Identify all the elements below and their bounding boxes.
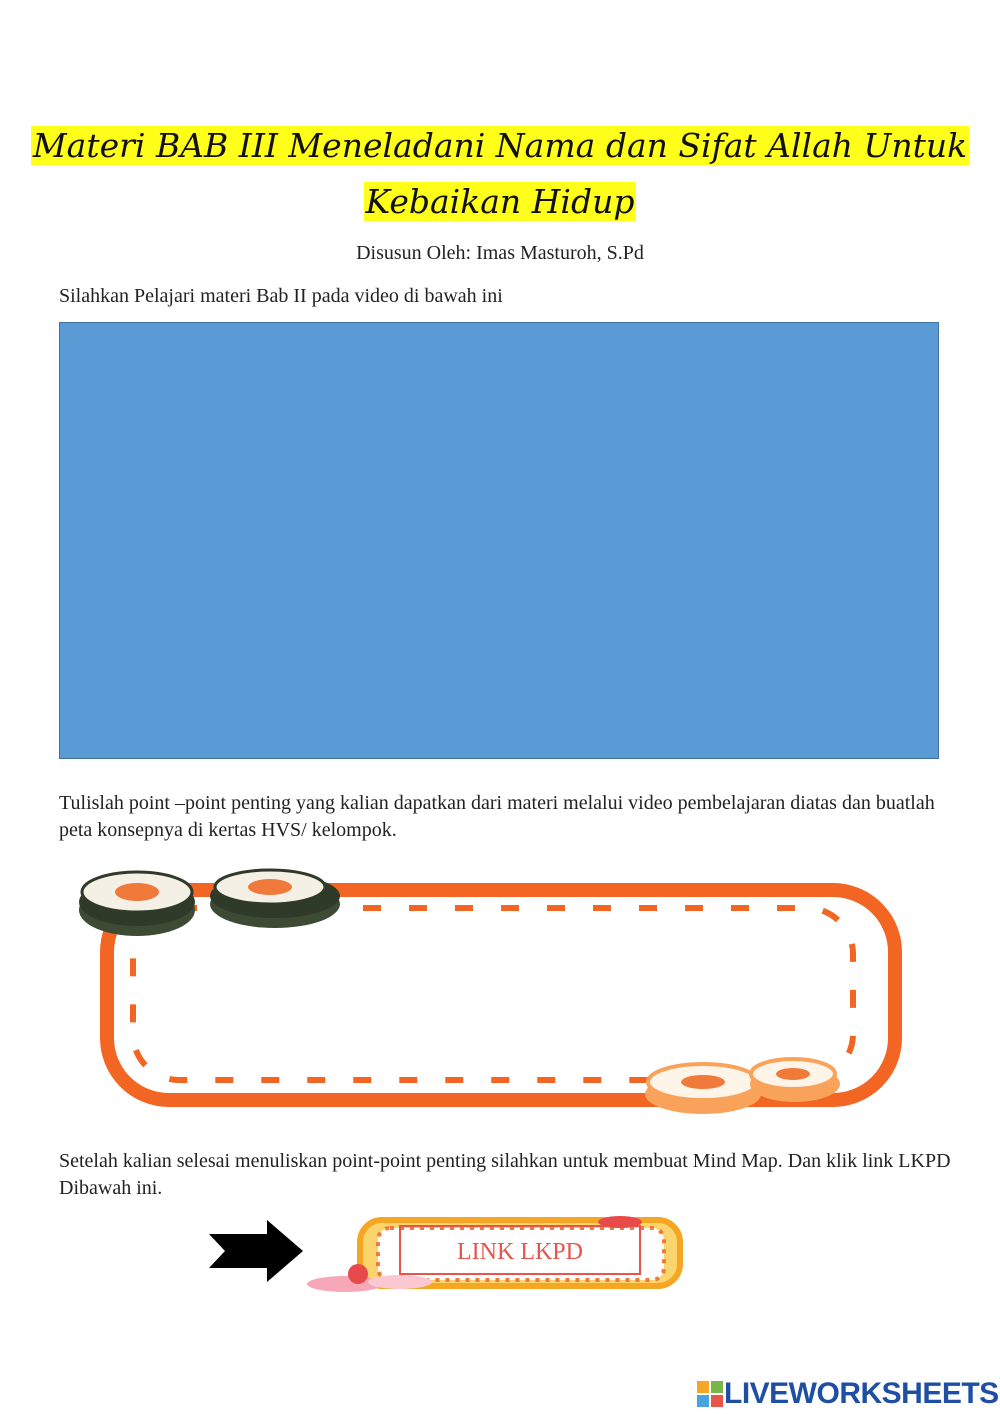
link-lkpd-label: LINK LKPD <box>457 1239 583 1265</box>
intro-text: Silahkan Pelajari materi Bab II pada video di bawah ini <box>59 285 503 307</box>
author-line: Disusun Oleh: Imas Masturoh, S.Pd <box>356 242 644 264</box>
liveworksheets-icon <box>697 1381 723 1407</box>
sushi-frame-image <box>75 862 930 1124</box>
title-text-2: Kebaikan Hidup <box>365 182 635 221</box>
instruction-text: Tulislah point –point penting yang kalian dapatkan dari materi melalui video pembelajaran diatas dan buatlah peta konsepnya di kertas HVS/ kelompok. <box>59 792 935 841</box>
liveworksheets-logo <box>697 1374 997 1414</box>
closing-text: Setelah kalian selesai menuliskan point-point penting silahkan untuk membuat Mind Map. Dan klik link LKPD Dibawah ini. <box>59 1150 951 1199</box>
title-text-1: Materi BAB III Meneladani Nama dan Sifat Allah Untuk <box>32 126 968 165</box>
link-lkpd-button[interactable] <box>300 1212 690 1294</box>
sushi-top-left <box>79 870 340 936</box>
title-line-1 <box>0 121 1000 171</box>
video-placeholder[interactable] <box>59 322 939 759</box>
answer-frame[interactable] <box>75 862 930 1124</box>
brand-name: LIVEWORKSHEETS <box>724 1377 999 1410</box>
title-line-2 <box>0 177 1000 227</box>
arrow-right-icon <box>205 1218 305 1284</box>
